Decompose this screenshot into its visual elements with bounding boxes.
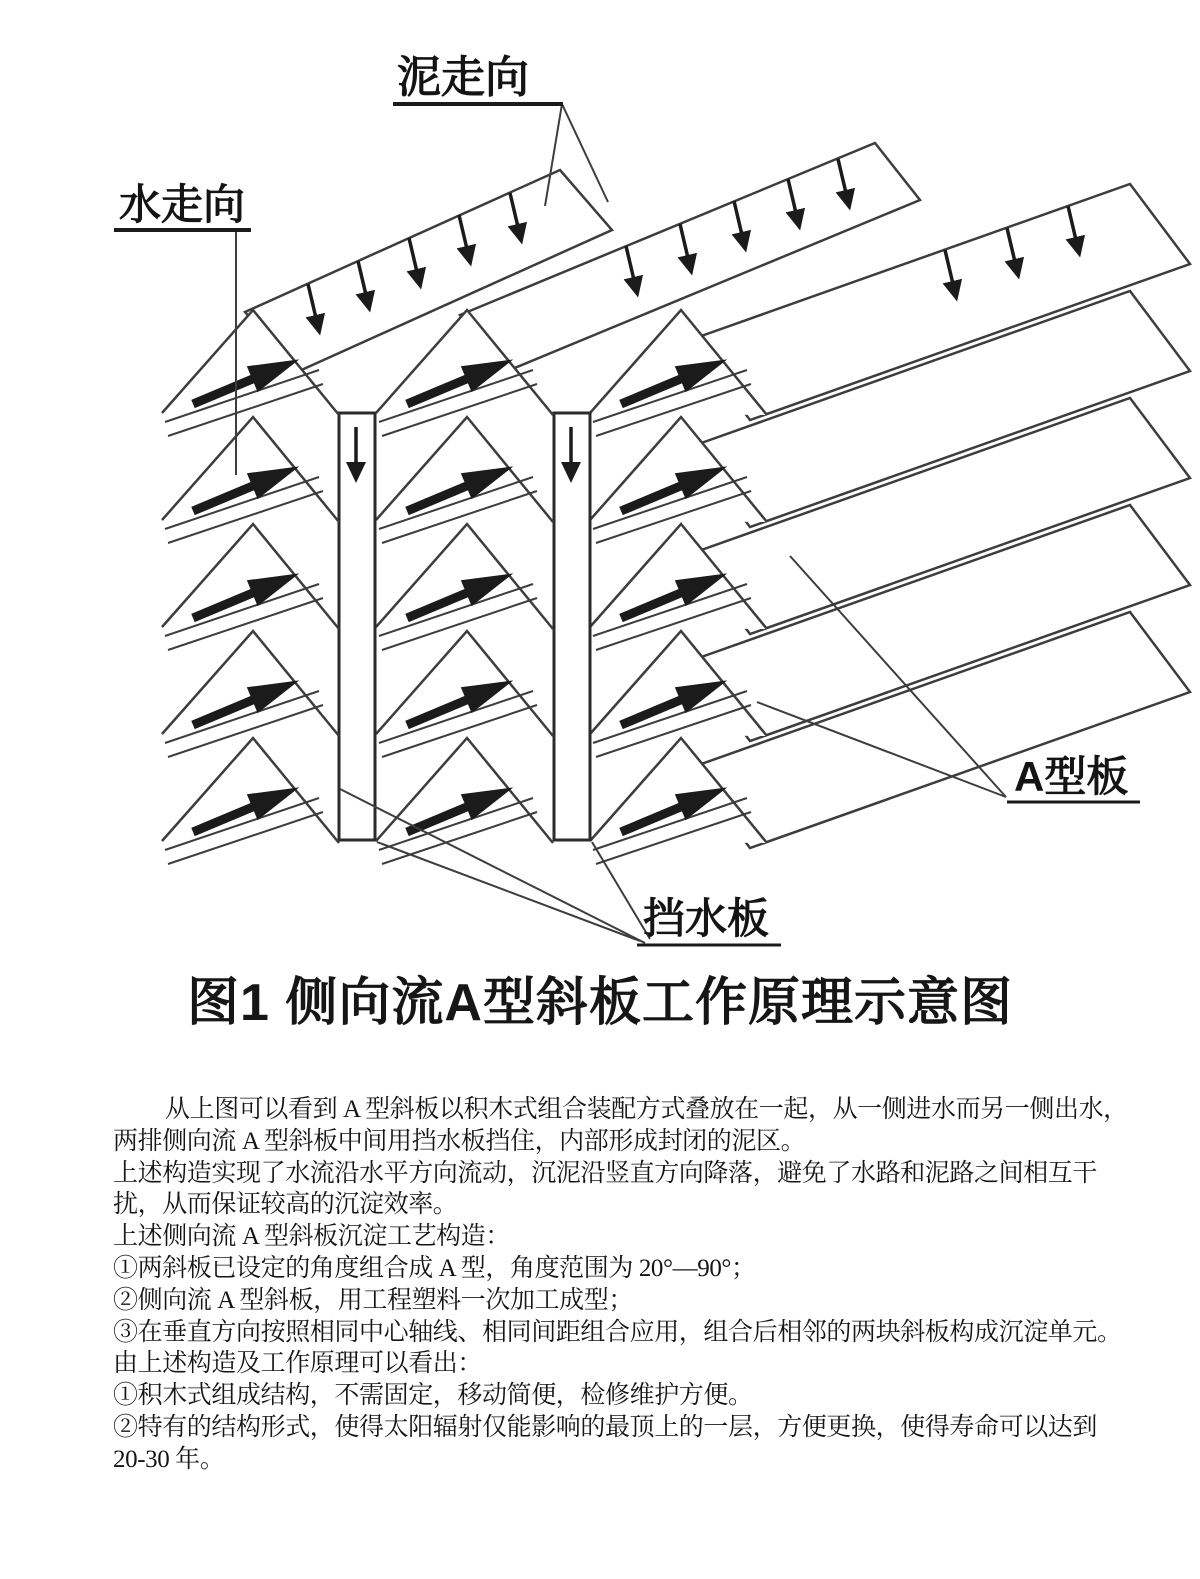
a-plate-column-left xyxy=(162,310,339,864)
a-plate-unit xyxy=(376,738,553,864)
paragraph-line: ①两斜板已设定的角度组合成 A 型，角度范围为 20°—90°； xyxy=(113,1254,756,1282)
paragraph-line: 由上述构造及工作原理可以看出： xyxy=(113,1350,483,1378)
figure-caption: 图1 侧向流A型斜板工作原理示意图 xyxy=(187,974,1013,1032)
a-plate-unit xyxy=(376,524,553,650)
paragraph-line: 20-30 年。 xyxy=(113,1445,225,1473)
a-plate-unit xyxy=(162,417,339,543)
paragraph-line: 两排侧向流 A 型斜板中间用挡水板挡住，内部形成封闭的泥区。 xyxy=(113,1127,806,1155)
label-mud-direction: 泥走向 xyxy=(397,53,529,102)
label-a-plate: A型板 xyxy=(1014,753,1129,800)
body-text xyxy=(113,1094,1128,1476)
baffle-board-left xyxy=(339,413,375,840)
inclined-plate-stack-right xyxy=(690,184,1190,848)
a-plate-unit xyxy=(162,524,339,650)
label-water-direction: 水走向 xyxy=(119,181,246,228)
paragraph-line: 上述构造实现了水流沿水平方向流动，沉泥沿竖直方向降落，避免了水路和泥路之间相互干 xyxy=(113,1159,1098,1187)
paragraph-line: 从上图可以看到 A 型斜板以积木式组合装配方式叠放在一起，从一侧进水而另一侧出水， xyxy=(165,1096,1128,1123)
a-plate-unit xyxy=(376,631,553,757)
paragraph-line: ③在垂直方向按照相同中心轴线、相同间距组合应用，组合后相邻的两块斜板构成沉淀单元。 xyxy=(113,1318,1122,1346)
paragraph-line: ②侧向流 A 型斜板，用工程塑料一次加工成型； xyxy=(113,1286,633,1314)
baffle-board-right xyxy=(554,413,590,840)
paragraph-line: 上述侧向流 A 型斜板沉淀工艺构造： xyxy=(113,1223,510,1251)
paragraph-line: ②特有的结构形式，使得太阳辐射仅能影响的最顶上的一层，方便更换，使得寿命可以达到 xyxy=(113,1413,1098,1441)
a-plate-unit xyxy=(162,631,339,757)
label-baffle: 挡水板 xyxy=(643,895,770,942)
a-plate-unit xyxy=(162,738,339,864)
paragraph-line: 扰，从而保证较高的沉淀效率。 xyxy=(113,1191,458,1219)
a-plate-unit xyxy=(376,417,553,543)
paragraph-line: ①积木式组成结构，不需固定，移动简便，检修维护方便。 xyxy=(113,1382,753,1410)
a-plate-column-middle xyxy=(376,310,553,864)
